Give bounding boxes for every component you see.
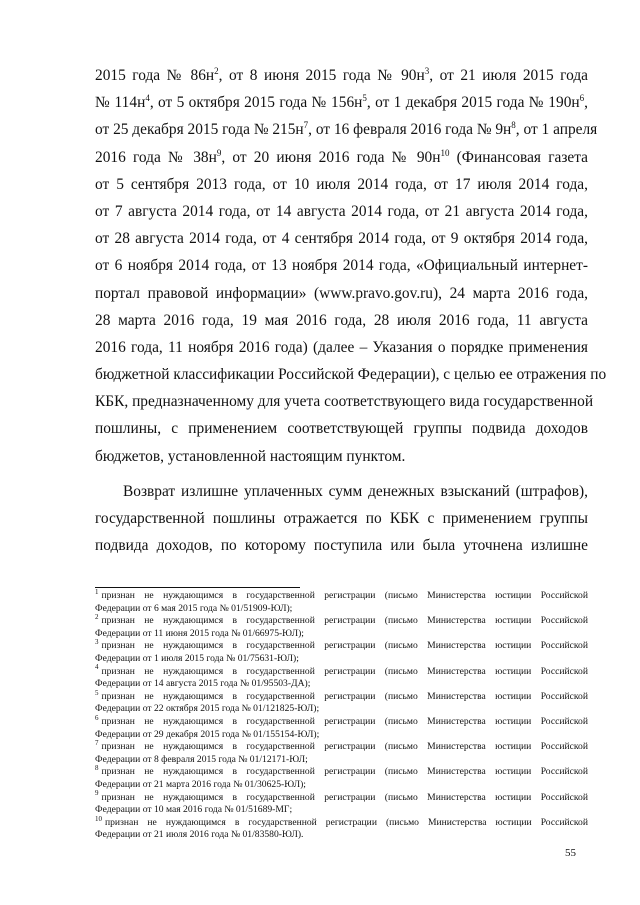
footnote-ref: 5 — [362, 93, 367, 104]
footnote-ref: 2 — [214, 65, 219, 76]
footnote-number: 6 — [95, 713, 99, 722]
footnote-ref: 7 — [303, 120, 309, 131]
footnote: $^1$ признан не нуждающимся в государственной регистрации (письмо Министерства юстиции Российской Федерации от 6 мая 2015 года № 01/51909-ЮЛ); — [95, 587, 588, 614]
text-line: бюджетов, установленной настоящим пунктом. — [95, 447, 406, 465]
text-line: от 5 сентября 2013 года, от 10 июля 2014 года, от 17 июля 2014 года, — [95, 175, 588, 193]
footnote-separator — [95, 587, 300, 588]
text-line: № $114н^4$, от 5 октября 2015 года № $156н^5$, от 1 декабря 2015 года № $190н^6$, — [95, 93, 588, 112]
text-line: 2016 года, 11 ноября 2016 года) (далее – Указания о порядке применения — [95, 338, 588, 356]
footnote-ref: 4 — [145, 93, 150, 104]
footnote-number: 2 — [95, 613, 99, 621]
footnote: $^7$ признан не нуждающимся в государственной регистрации (письмо Министерства юстиции Российской Федерации от 8 февраля 2015 года № 01/12171-ЮЛ; — [95, 738, 588, 765]
text-line: от 28 августа 2014 года, от 4 сентября 2014 года, от 9 октября 2014 года, — [95, 230, 588, 248]
footnote: $^8$ признан не нуждающимся в государственной регистрации (письмо Министерства юстиции Российской Федерации от 21 марта 2016 года № 01/30625-ЮЛ); — [95, 764, 588, 790]
footnote-number: 5 — [95, 688, 99, 697]
footnote-ref: 10 — [440, 147, 450, 158]
footnote-ref: 9 — [216, 147, 222, 158]
footnote-number: 3 — [95, 638, 99, 647]
footnote: $^6$ признан не нуждающимся в государственной регистрации (письмо Министерства юстиции Российской Федерации от 29 декабря 2015 года № 01/155154-ЮЛ); — [95, 713, 588, 740]
footnote-number: 8 — [95, 764, 99, 773]
text-line: КБК, предназначенному для учета соответствующего вида государственной — [95, 393, 594, 411]
footnote: $^{10}$ признан не нуждающимся в государственной регистрации (письмо Министерства юстиции Российской Федерации от 21 июля 2016 года № 01/83580-ЮЛ). — [95, 814, 588, 841]
text-line: 28 марта 2016 года, 19 мая 2016 года, 28 июля 2016 года, 11 августа — [95, 311, 588, 329]
footnotes — [95, 587, 588, 842]
text-line: подвида доходов, по которому поступила или была уточнена излишне — [95, 537, 588, 555]
text-line: Возврат излишне уплаченных сумм денежных взысканий (штрафов), — [123, 482, 588, 500]
footnote: $^4$ признан не нуждающимся в государственной регистрации (письмо Министерства юстиции Российской Федерации от 14 августа 2015 года № 01/95503-ДА); — [95, 663, 588, 690]
footnote-ref: 3 — [424, 65, 430, 76]
text-line: портал правовой информации» (www.pravo.gov.ru), 24 марта 2016 года, — [95, 284, 588, 302]
text-line: 2015 года № $86н^2$, от 8 июня 2015 года № $90н^3$, от 21 июля 2015 года — [95, 65, 588, 84]
footnote-number: 7 — [95, 738, 99, 747]
footnote-ref: 6 — [579, 93, 585, 104]
text-line: бюджетной классификации Российской Федерации), с целью ее отражения по — [95, 366, 607, 384]
footnote-number: 4 — [95, 663, 99, 672]
page-number: 55 — [565, 847, 576, 859]
footnote-number: 9 — [95, 789, 99, 798]
text-line: от 7 августа 2014 года, от 14 августа 2014 года, от 21 августа 2014 года, — [95, 202, 588, 220]
footnote-number: 10 — [95, 814, 102, 823]
footnote: $^3$ признан не нуждающимся в государственной регистрации (письмо Министерства юстиции Российской Федерации от 1 июля 2015 года № 01/75631-ЮЛ); — [95, 638, 588, 664]
footnote: $^9$ признан не нуждающимся в государственной регистрации (письмо Министерства юстиции Российской Федерации от 10 мая 2016 года № 01/51689-МГ; — [95, 789, 588, 816]
footnote-number: 1 — [95, 587, 99, 596]
footnote-ref: 8 — [511, 120, 516, 131]
footnote: $^2$ признан не нуждающимся в государственной регистрации (письмо Министерства юстиции Российской Федерации от 11 июня 2015 года № 01/66975-ЮЛ); — [95, 613, 588, 639]
text-line: 2016 года № $38н^9$, от 20 июня 2016 года № $90н^{10}$ (Финансовая газета — [95, 147, 588, 166]
text-line: пошлины, с применением соответствующей группы подвида доходов — [95, 420, 588, 438]
text-line: от 25 декабря 2015 года № $215н^7$, от 16 февраля 2016 года № $9н^8$, от 1 апреля — [95, 120, 598, 139]
footnote: $^5$ признан не нуждающимся в государственной регистрации (письмо Министерства юстиции Российской Федерации от 22 октября 2015 года № 01/121825-ЮЛ); — [95, 688, 588, 715]
text-line: от 6 ноября 2014 года, от 13 ноября 2014 года, «Официальный интернет- — [95, 257, 588, 275]
text-line: государственной пошлины отражается по КБК с применением группы — [95, 510, 588, 527]
main-text — [95, 62, 607, 559]
